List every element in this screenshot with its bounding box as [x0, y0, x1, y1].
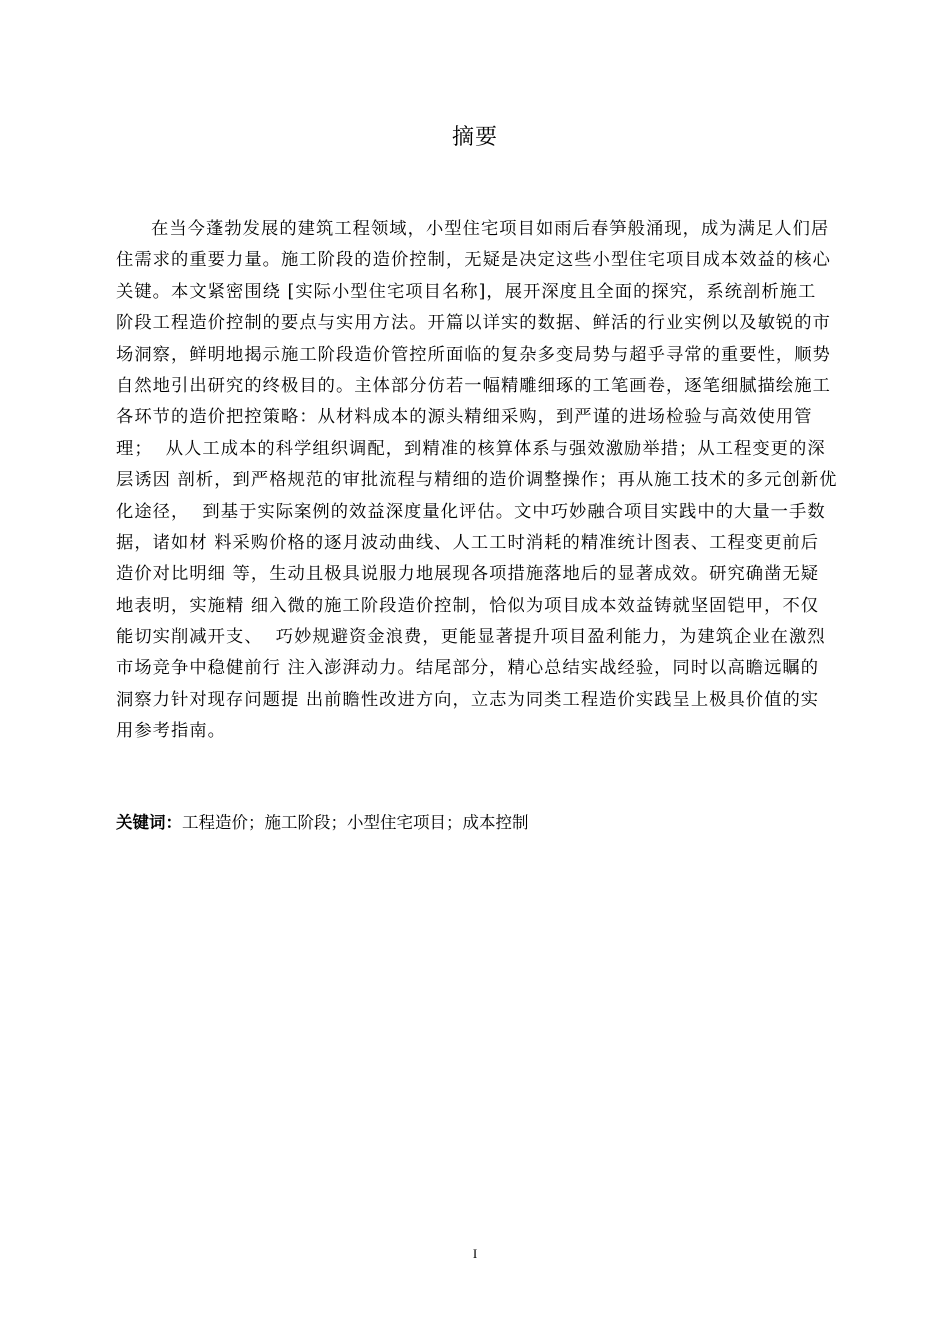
abstract-line: 关键。本文紧密围绕 [实际小型住宅项目名称]，展开深度且全面的探究，系统剖析施工	[116, 281, 817, 302]
abstract-line: 在当今蓬勃发展的建筑工程领域，小型住宅项目如雨后春笋般涌现，成为满足人们居	[151, 219, 830, 239]
abstract-line: 层诱因 剖析，到严格规范的审批流程与精细的造价调整操作；再从施工技术的多元创新优	[116, 470, 838, 491]
abstract-line: 阶段工程造价控制的要点与实用方法。开篇以详实的数据、鲜活的行业实例以及敏锐的市	[116, 313, 831, 334]
abstract-line: 场洞察，鲜明地揭示施工阶段造价管控所面临的复杂多变局势与超乎寻常的重要性，顺势	[116, 344, 831, 365]
keywords-line	[116, 809, 529, 837]
abstract-body	[116, 214, 856, 748]
abstract-line: 化途径， 到基于实际案例的效益深度量化评估。文中巧妙融合项目实践中的大量一手数	[116, 501, 826, 522]
abstract-line: 地表明，实施精 细入微的施工阶段造价控制，恰似为项目成本效益铸就坚固铠甲，不仅	[116, 595, 820, 616]
abstract-line: 据，诸如材 料采购价格的逐月波动曲线、人工工时消耗的精准统计图表、工程变更前后	[116, 532, 820, 553]
abstract-line: 市场竞争中稳健前行 注入澎湃动力。结尾部分，精心总结实战经验，同时以高瞻远瞩的	[116, 658, 820, 679]
keywords-values: 工程造价；施工阶段；小型住宅项目；成本控制	[182, 813, 529, 832]
page-title: 摘要	[451, 125, 498, 150]
abstract-line: 自然地引出研究的终极目的。主体部分仿若一幅精雕细琢的工笔画卷，逐笔细腻描绘施工	[116, 375, 831, 396]
abstract-line: 用参考指南。	[116, 721, 226, 742]
abstract-line: 理； 从人工成本的科学组织调配，到精准的核算体系与强效激励举措；从工程变更的深	[116, 438, 826, 459]
abstract-line: 造价对比明细 等，生动且极具说服力地展现各项措施落地后的显著成效。研究确凿无疑	[116, 564, 820, 585]
abstract-line: 住需求的重要力量。施工阶段的造价控制，无疑是决定这些小型住宅项目成本效益的核心	[116, 250, 831, 271]
abstract-line: 洞察力针对现存问题提 出前瞻性改进方向，立志为同类工程造价实践呈上极具价值的实	[116, 689, 820, 710]
page-number: I	[472, 1246, 478, 1261]
keywords-label: 关键词：	[116, 813, 182, 832]
abstract-line: 能切实削减开支、 巧妙规避资金浪费，更能显著提升项目盈利能力，为建筑企业在激烈	[116, 627, 826, 648]
abstract-line: 各环节的造价把控策略：从材料成本的源头精细采购，到严谨的进场检验与高效使用管	[116, 407, 813, 428]
